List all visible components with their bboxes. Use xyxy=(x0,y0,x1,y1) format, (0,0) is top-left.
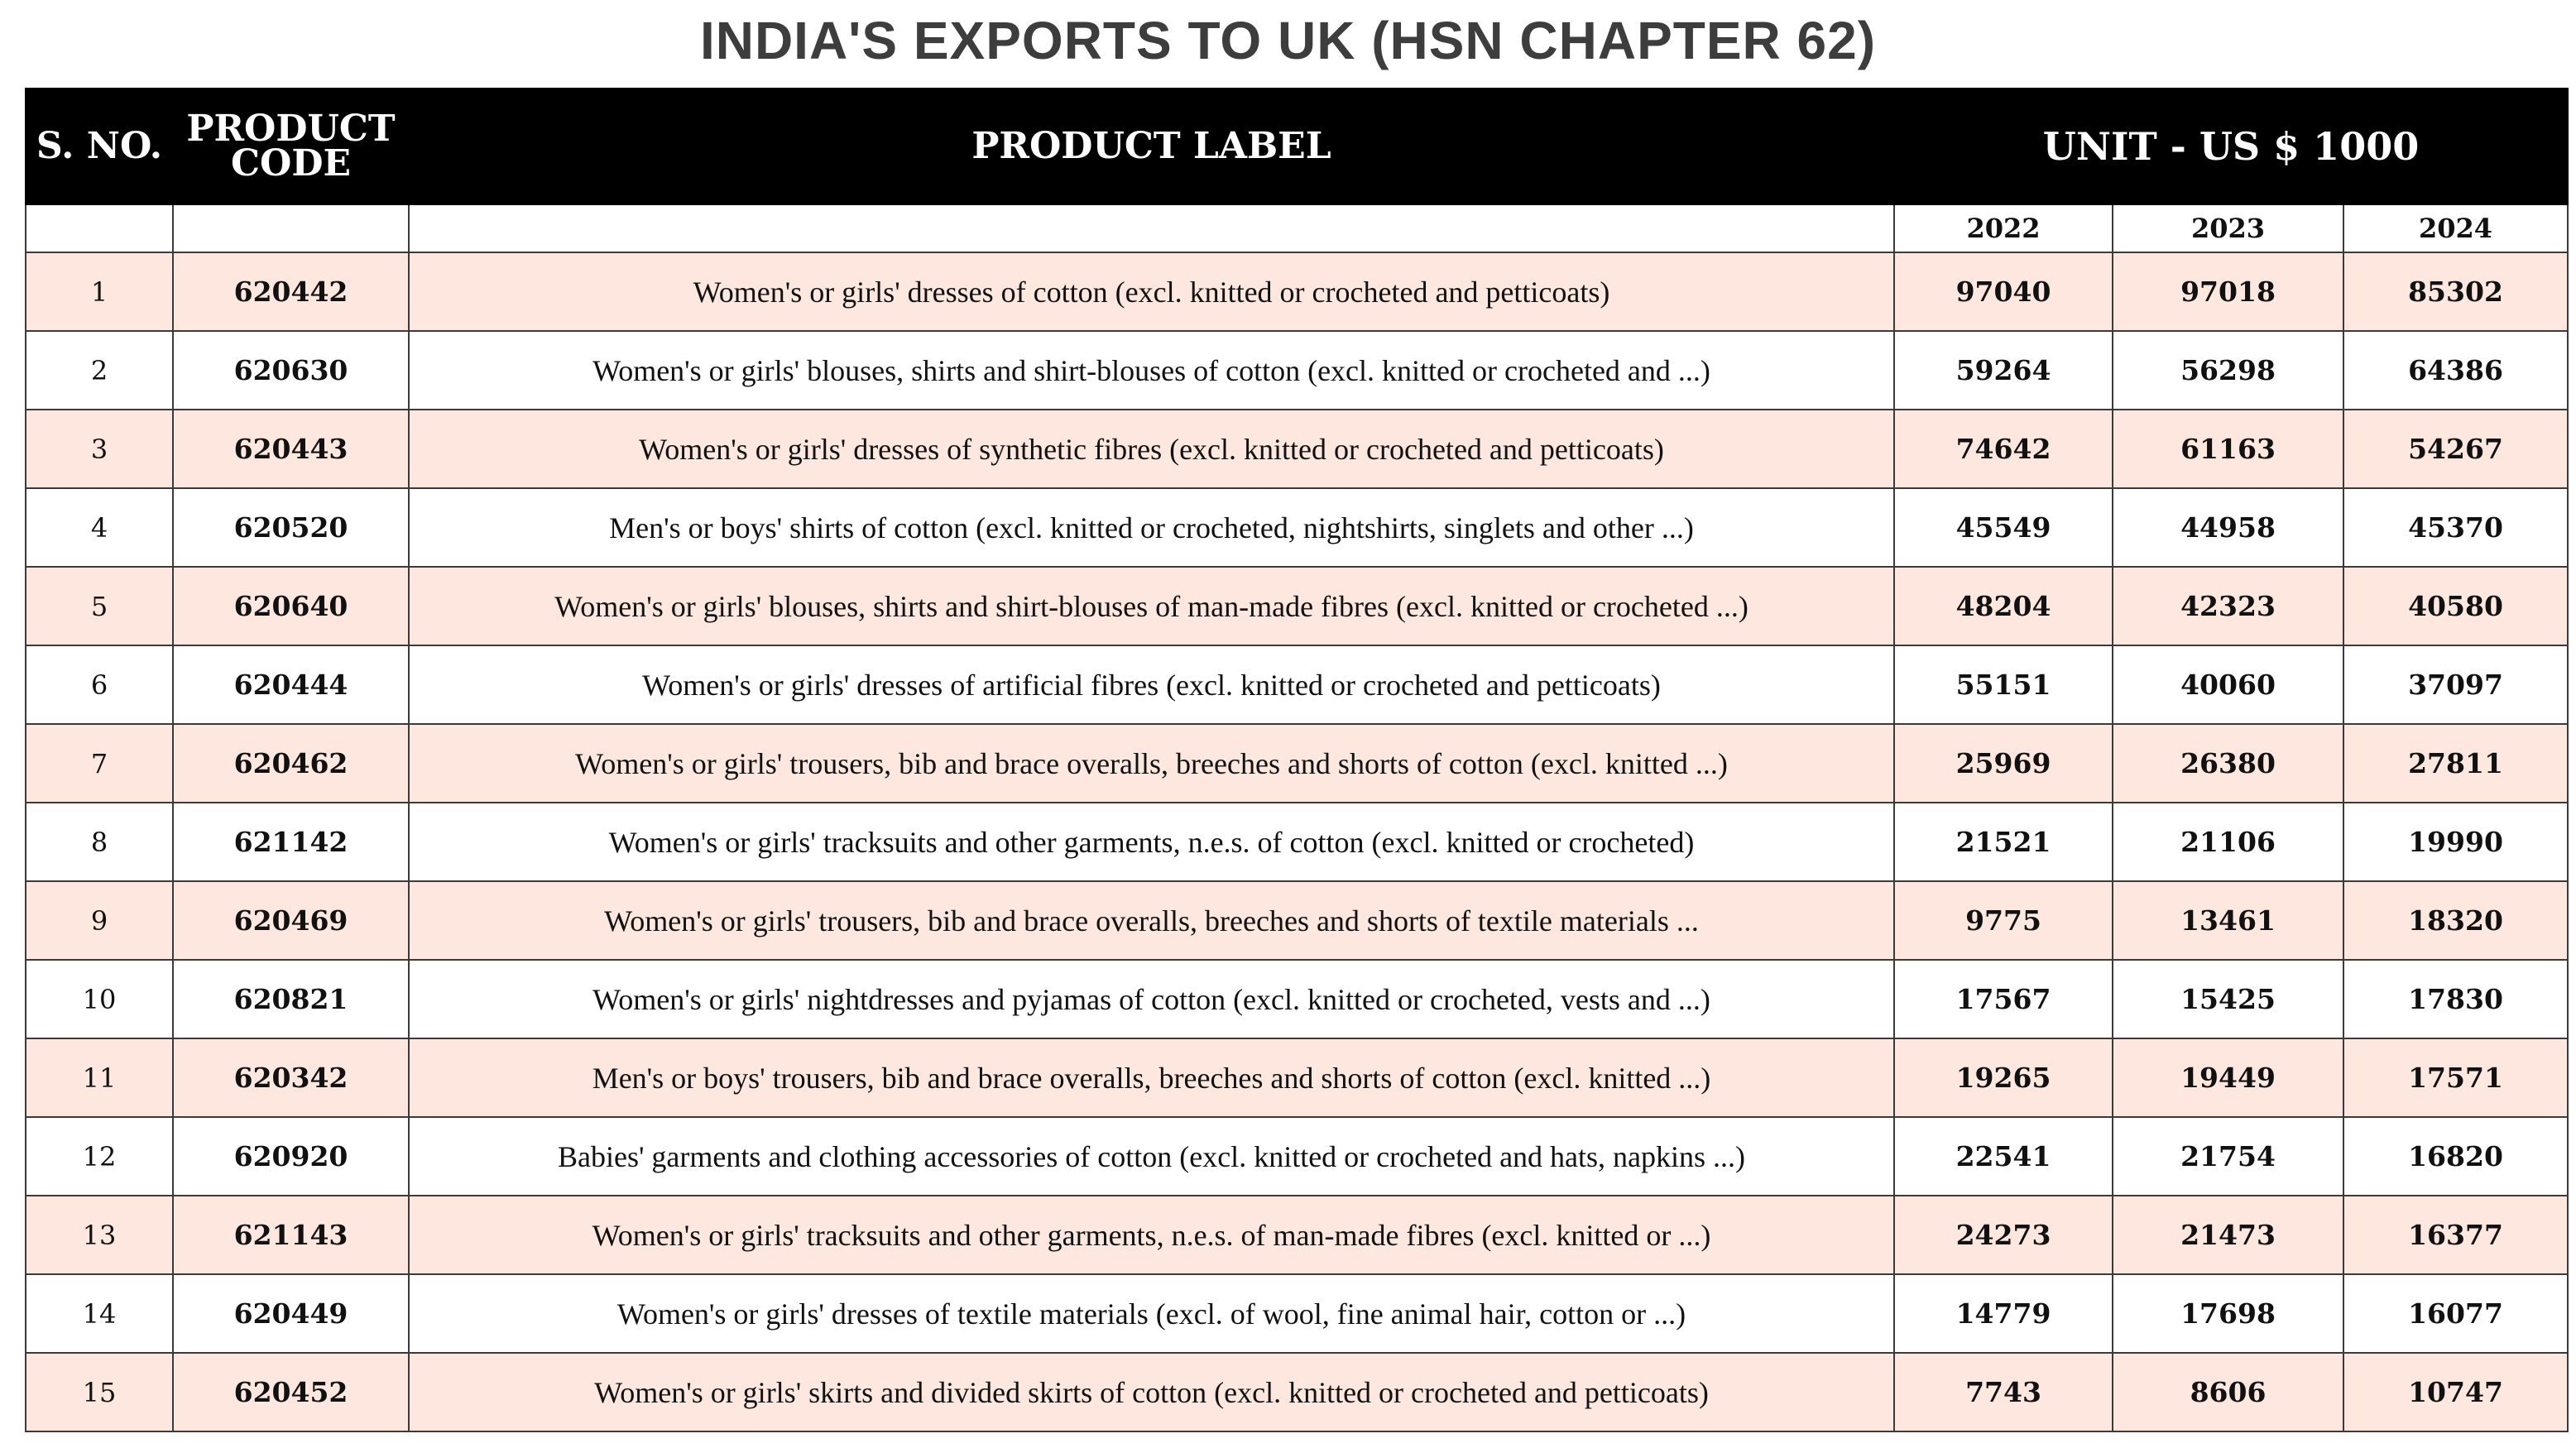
table-row xyxy=(26,410,2568,488)
cell-product-label: Babies' garments and clothing accessories of cotton (excl. knitted or crocheted and hats, napkins ...) xyxy=(409,1117,1894,1196)
year-row-blank-sno xyxy=(26,204,173,252)
table-header-row xyxy=(26,89,2568,204)
cell-value-2023: 26380 xyxy=(2113,724,2343,803)
cell-sno: 4 xyxy=(26,488,173,567)
cell-value-2024: 17571 xyxy=(2343,1038,2568,1117)
cell-value-2022: 25969 xyxy=(1894,724,2113,803)
cell-product-code: 620462 xyxy=(173,724,409,803)
cell-value-2024: 27811 xyxy=(2343,724,2568,803)
table-row xyxy=(26,1196,2568,1274)
cell-product-code: 620443 xyxy=(173,410,409,488)
cell-value-2022: 14779 xyxy=(1894,1274,2113,1353)
cell-product-code: 620442 xyxy=(173,252,409,331)
cell-value-2022: 59264 xyxy=(1894,331,2113,410)
cell-value-2024: 37097 xyxy=(2343,645,2568,724)
cell-product-label: Women's or girls' blouses, shirts and shirt-blouses of man-made fibres (excl. knitted or crocheted ...) xyxy=(409,567,1894,645)
cell-product-label: Women's or girls' skirts and divided skirts of cotton (excl. knitted or crocheted and petticoats) xyxy=(409,1353,1894,1431)
cell-value-2022: 17567 xyxy=(1894,960,2113,1038)
cell-product-label: Women's or girls' blouses, shirts and shirt-blouses of cotton (excl. knitted or crocheted and ...) xyxy=(409,331,1894,410)
cell-value-2024: 64386 xyxy=(2343,331,2568,410)
year-row-blank-label xyxy=(409,204,1894,252)
cell-product-label: Women's or girls' dresses of artificial fibres (excl. knitted or crocheted and petticoats) xyxy=(409,645,1894,724)
cell-value-2023: 19449 xyxy=(2113,1038,2343,1117)
table-row xyxy=(26,645,2568,724)
cell-product-code: 620520 xyxy=(173,488,409,567)
cell-sno: 1 xyxy=(26,252,173,331)
cell-value-2023: 21473 xyxy=(2113,1196,2343,1274)
cell-product-code: 621143 xyxy=(173,1196,409,1274)
cell-sno: 5 xyxy=(26,567,173,645)
cell-product-code: 620342 xyxy=(173,1038,409,1117)
cell-sno: 13 xyxy=(26,1196,173,1274)
cell-value-2022: 19265 xyxy=(1894,1038,2113,1117)
cell-value-2024: 40580 xyxy=(2343,567,2568,645)
cell-product-code: 620452 xyxy=(173,1353,409,1431)
page-title: INDIA'S EXPORTS TO UK (HSN CHAPTER 62) xyxy=(699,11,1877,70)
cell-product-label: Men's or boys' shirts of cotton (excl. knitted or crocheted, nightshirts, singlets and other ...) xyxy=(409,488,1894,567)
header-product-label: PRODUCT LABEL xyxy=(409,89,1894,204)
cell-value-2023: 17698 xyxy=(2113,1274,2343,1353)
cell-product-code: 620920 xyxy=(173,1117,409,1196)
header-sno: S. NO. xyxy=(26,89,173,204)
cell-value-2022: 74642 xyxy=(1894,410,2113,488)
cell-sno: 6 xyxy=(26,645,173,724)
table-row xyxy=(26,488,2568,567)
cell-value-2024: 19990 xyxy=(2343,803,2568,881)
cell-value-2023: 56298 xyxy=(2113,331,2343,410)
cell-product-label: Women's or girls' trousers, bib and brace overalls, breeches and shorts of textile materials ... xyxy=(409,881,1894,960)
cell-value-2023: 61163 xyxy=(2113,410,2343,488)
table-row xyxy=(26,1117,2568,1196)
cell-value-2023: 15425 xyxy=(2113,960,2343,1038)
cell-product-code: 620640 xyxy=(173,567,409,645)
cell-value-2024: 18320 xyxy=(2343,881,2568,960)
cell-value-2022: 55151 xyxy=(1894,645,2113,724)
cell-product-label: Women's or girls' tracksuits and other garments, n.e.s. of man-made fibres (excl. knitted or ...) xyxy=(409,1196,1894,1274)
table-row xyxy=(26,960,2568,1038)
cell-value-2024: 16077 xyxy=(2343,1274,2568,1353)
cell-value-2024: 85302 xyxy=(2343,252,2568,331)
cell-product-label: Women's or girls' dresses of synthetic fibres (excl. knitted or crocheted and petticoats) xyxy=(409,410,1894,488)
cell-value-2022: 21521 xyxy=(1894,803,2113,881)
table-year-row xyxy=(26,204,2568,252)
cell-value-2022: 24273 xyxy=(1894,1196,2113,1274)
cell-sno: 10 xyxy=(26,960,173,1038)
cell-sno: 14 xyxy=(26,1274,173,1353)
cell-value-2024: 10747 xyxy=(2343,1353,2568,1431)
cell-product-label: Women's or girls' tracksuits and other garments, n.e.s. of cotton (excl. knitted or crocheted) xyxy=(409,803,1894,881)
cell-sno: 3 xyxy=(26,410,173,488)
cell-product-code: 621142 xyxy=(173,803,409,881)
cell-value-2023: 97018 xyxy=(2113,252,2343,331)
table-row xyxy=(26,724,2568,803)
cell-product-label: Women's or girls' trousers, bib and brace overalls, breeches and shorts of cotton (excl. knitted ...) xyxy=(409,724,1894,803)
exports-table xyxy=(25,88,2569,1432)
header-year-2023: 2023 xyxy=(2113,204,2343,252)
year-row-blank-code xyxy=(173,204,409,252)
table-row xyxy=(26,1038,2568,1117)
table-row xyxy=(26,803,2568,881)
cell-product-code: 620630 xyxy=(173,331,409,410)
cell-value-2023: 21106 xyxy=(2113,803,2343,881)
cell-value-2024: 54267 xyxy=(2343,410,2568,488)
cell-value-2023: 40060 xyxy=(2113,645,2343,724)
cell-sno: 11 xyxy=(26,1038,173,1117)
header-unit: UNIT - US $ 1000 xyxy=(1894,89,2568,204)
table-row xyxy=(26,881,2568,960)
cell-value-2024: 17830 xyxy=(2343,960,2568,1038)
cell-value-2022: 48204 xyxy=(1894,567,2113,645)
header-product-code: PRODUCT CODE xyxy=(173,89,409,204)
cell-value-2024: 16820 xyxy=(2343,1117,2568,1196)
cell-product-code: 620444 xyxy=(173,645,409,724)
cell-value-2023: 44958 xyxy=(2113,488,2343,567)
cell-sno: 8 xyxy=(26,803,173,881)
table-row xyxy=(26,1274,2568,1353)
table-body xyxy=(26,252,2568,1431)
cell-value-2024: 16377 xyxy=(2343,1196,2568,1274)
cell-sno: 9 xyxy=(26,881,173,960)
cell-value-2022: 97040 xyxy=(1894,252,2113,331)
cell-product-label: Women's or girls' dresses of textile materials (excl. of wool, fine animal hair, cotton or ...) xyxy=(409,1274,1894,1353)
header-year-2024: 2024 xyxy=(2343,204,2568,252)
cell-product-label: Men's or boys' trousers, bib and brace overalls, breeches and shorts of cotton (excl. knitted ...) xyxy=(409,1038,1894,1117)
cell-product-code: 620449 xyxy=(173,1274,409,1353)
cell-sno: 2 xyxy=(26,331,173,410)
cell-value-2022: 7743 xyxy=(1894,1353,2113,1431)
cell-value-2023: 42323 xyxy=(2113,567,2343,645)
table-row xyxy=(26,1353,2568,1431)
cell-value-2023: 13461 xyxy=(2113,881,2343,960)
cell-product-label: Women's or girls' dresses of cotton (excl. knitted or crocheted and petticoats) xyxy=(409,252,1894,331)
header-year-2022: 2022 xyxy=(1894,204,2113,252)
cell-product-code: 620469 xyxy=(173,881,409,960)
cell-value-2022: 9775 xyxy=(1894,881,2113,960)
cell-product-label: Women's or girls' nightdresses and pyjamas of cotton (excl. knitted or crocheted, vests and ...) xyxy=(409,960,1894,1038)
cell-product-code: 620821 xyxy=(173,960,409,1038)
cell-sno: 12 xyxy=(26,1117,173,1196)
cell-value-2024: 45370 xyxy=(2343,488,2568,567)
cell-value-2022: 22541 xyxy=(1894,1117,2113,1196)
cell-sno: 15 xyxy=(26,1353,173,1431)
cell-value-2023: 21754 xyxy=(2113,1117,2343,1196)
cell-sno: 7 xyxy=(26,724,173,803)
table-row xyxy=(26,567,2568,645)
cell-value-2023: 8606 xyxy=(2113,1353,2343,1431)
cell-value-2022: 45549 xyxy=(1894,488,2113,567)
table-row xyxy=(26,331,2568,410)
table-row xyxy=(26,252,2568,331)
